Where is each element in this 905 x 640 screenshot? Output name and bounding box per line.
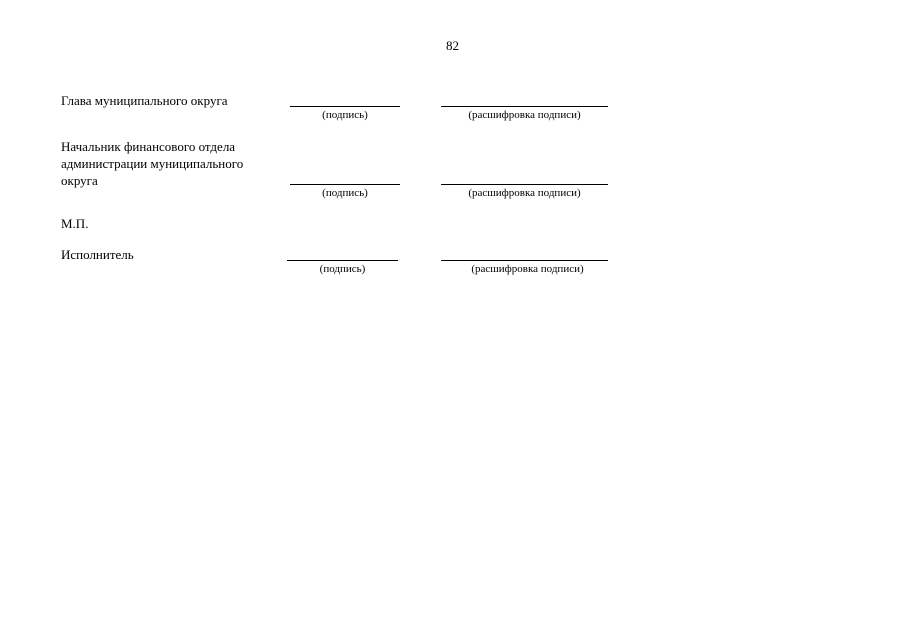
decryption-line [441,106,608,107]
role-label-finance-line-2: администрации муниципального [61,156,244,171]
decryption-line [441,260,608,261]
role-label-finance-line-1: Начальник финансового отдела [61,139,236,154]
decryption-caption: (расшифровка подписи) [468,187,581,199]
signature-caption: (подпись) [322,109,368,121]
decryption-line [441,184,608,185]
decryption-caption: (расшифровка подписи) [471,263,584,275]
stamp-label: М.П. [61,216,89,231]
signature-line [287,260,398,261]
decryption-caption: (расшифровка подписи) [468,109,581,121]
page-number: 82 [446,38,459,53]
signature-caption: (подпись) [322,187,368,199]
signature-line [290,106,400,107]
signature-line [290,184,400,185]
role-label-head: Глава муниципального округа [61,93,228,108]
role-label-finance-line-3: округа [61,173,98,188]
signature-caption: (подпись) [319,263,366,275]
role-label-executor: Исполнитель [61,247,134,262]
